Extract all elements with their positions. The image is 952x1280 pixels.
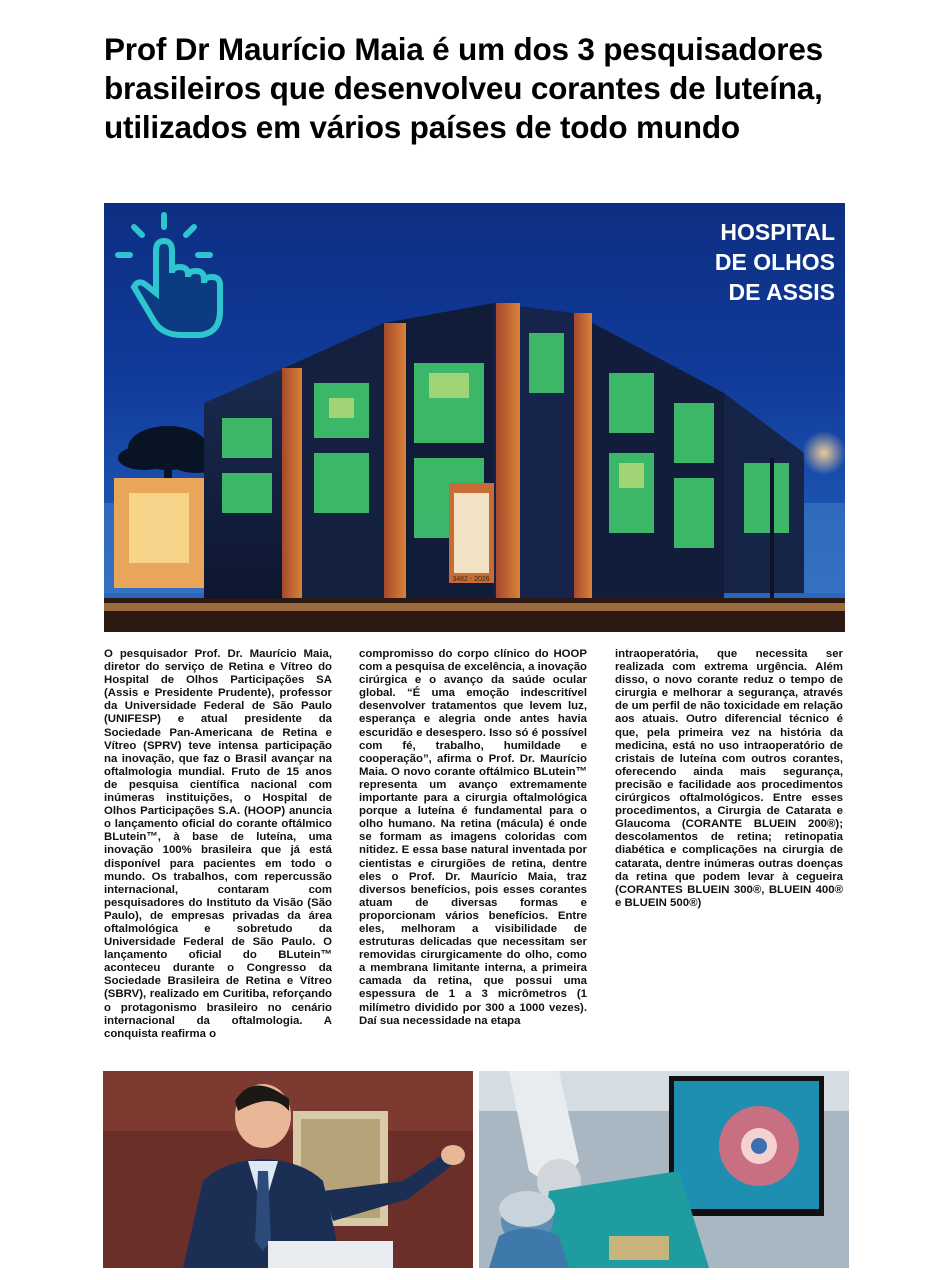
building-phone-sign: 3462 - 2026 (452, 576, 490, 583)
article-body (104, 648, 845, 1048)
article-headline: Prof Dr Maurício Maia é um dos 3 pesquisadores brasileiros que desenvolveu corantes de luteína, utilizados em vários países de todo mundo (104, 31, 823, 145)
hospital-name-line-1: HOSPITAL (720, 219, 835, 245)
hospital-photo (104, 203, 845, 632)
tap-hand-icon (118, 215, 220, 335)
surgery-illustration (479, 1071, 849, 1268)
article-column-3: intraoperatória, que necessita ser realizada com extrema urgência. Além disso, o novo corante reduz o tempo de cirurgia e melhorar a segurança, através de um perfil de não toxicidade em relação aos atuais. Outro diferencial técnico é que, pela primeira vez na história da medicina, está no uso intraoperatório de cristais de luteína com outros corantes, oferecendo ainda mais segurança, precisão e facilidade aos procedimentos cirúrgicos oftalmológicos. Entre esses procedimentos, a Cirurgia de Catarata e Glaucoma (CORANTE BLUEIN 200®); descolamentos de retina; retinopatia diabética e complicações na cirurgia de catarata, dentre inúmeras outras doenças da retina que podem levar à cegueira (CORANTES BLUEIN 300®, BLUEIN 400® e BLUEIN 500®) (615, 648, 843, 909)
article-column-2: compromisso do corpo clínico do HOOP com a pesquisa de excelência, a inovação cirúrgica e o avanço da saúde ocular global. “É uma emoção indescritível desenvolver tratamentos que levem luz, esperança e alegria onde antes havia escuridão e desespero. Isso só é possível com fé, trabalho, humildade e cooperação”, afirma o Prof. Dr. Maurício Maia. O novo corante oftálmico BLutein™ representa um avanço extremamente importante para a cirurgia oftalmológica porque a luteína é fundamental para o olho humano. Na retina (mácula) é onde se formam as imagens coloridas com nitidez. E essa base natural inventada por cientistas e cirurgiões de retina, dentre eles o Prof. Dr. Maurício Maia, traz diversos benefícios, pois esses corantes atuam de diversas formas e proporcionam vários benefícios. Entre eles, melhoram a visibilidade de estruturas delicadas que necessitam ser removidas cirurgicamente do olho, como a membrana limitante interna, a primeira camada da retina, que possui uma espessura de 1 a 3 micrômetros (1 milímetro dividido por 300 a 1000 vezes). Daí sua necessidade na etapa (359, 648, 587, 1027)
speaker-illustration (103, 1071, 473, 1268)
surgery-photo (479, 1071, 849, 1268)
hospital-name-line-3: DE ASSIS (728, 279, 835, 305)
hospital-name-line-2: DE OLHOS (714, 249, 835, 275)
hospital-name-overlay (635, 217, 835, 307)
speaker-photo (103, 1071, 473, 1268)
article-column-1: O pesquisador Prof. Dr. Maurício Maia, diretor do serviço de Retina e Vítreo do Hospital de Olhos Participações SA (Assis e Presidente Prudente), professor da Universidade Federal de São Paulo (UNIFESP) e atual presidente da Sociedade Pan-Americana de Retina e Vítreo (SPRV) teve intensa participação na inovação, que faz o Brasil avançar na oftalmologia mundial. Fruto de 15 anos de pesquisa científica nacional com inúmeras instituições, o Hospital de Olhos Participações S.A. (HOOP) anuncia o lançamento oficial do corante oftálmico BLutein™, à base de luteína, uma inovação 100% brasileira que já está disponível para pacientes em todo o mundo. Os trabalhos, com repercussão internacional, contaram com pesquisadores do Instituto da Visão (São Paulo), de empresas privadas da área oftalmológica e sobretudo da Universidade Federal de São Paulo. O lançamento oficial do BLutein™ aconteceu durante o Congresso da Sociedade Brasileira de Retina e Vítreo (SBRV), realizado em Curitiba, reforçando o protagonismo brasileiro no cenário internacional da oftalmologia. A conquista reafirma o (104, 648, 332, 1040)
